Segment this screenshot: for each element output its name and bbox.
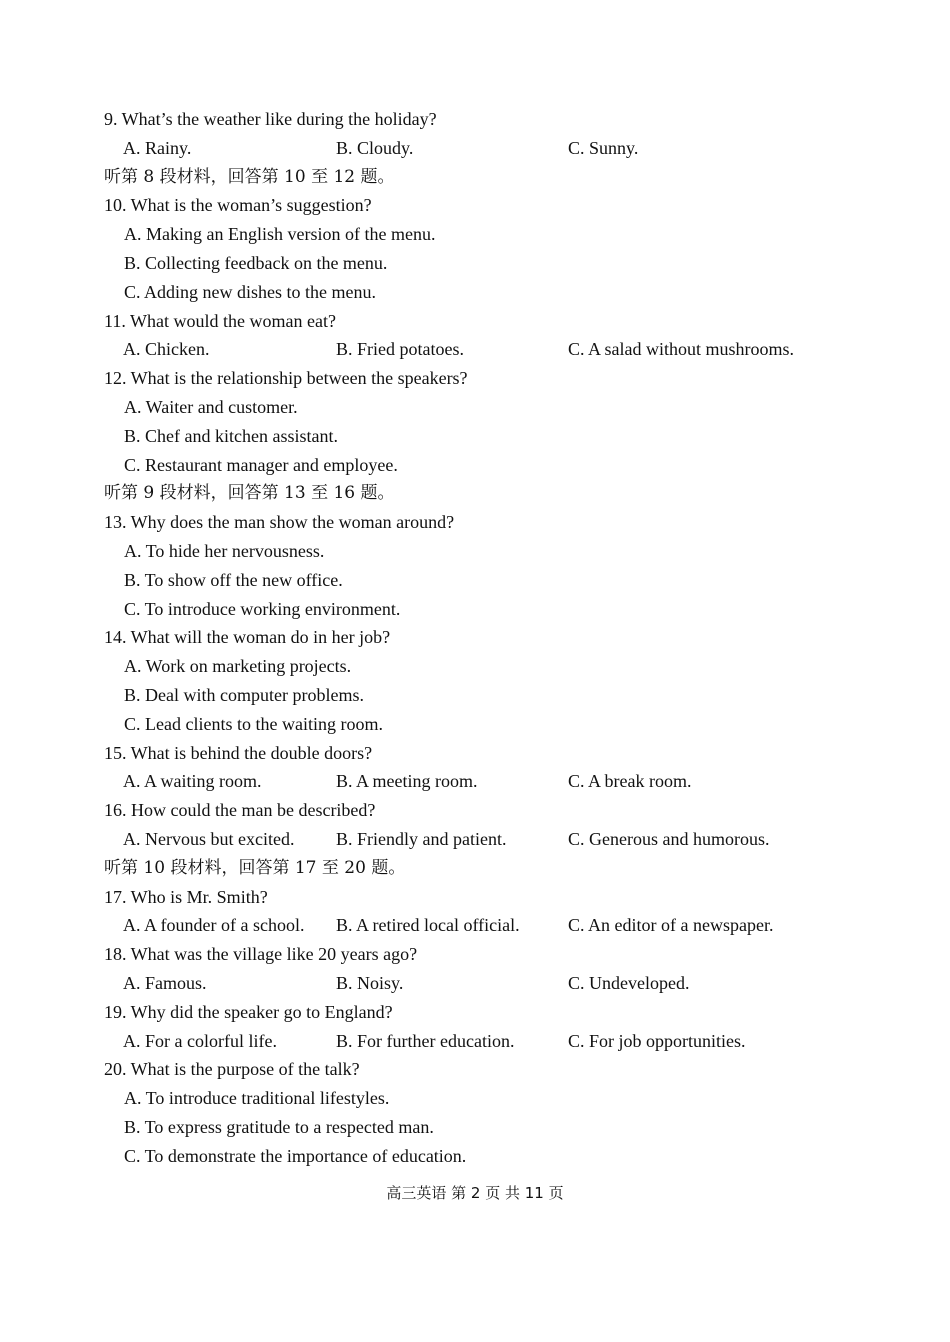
- question-stem: 15. What is behind the double doors?: [104, 742, 373, 763]
- option-b: B. Collecting feedback on the menu.: [124, 252, 388, 273]
- option-c: C. Sunny.: [568, 137, 639, 158]
- section-instruction: 听第 9 段材料，回答第 13 至 16 题。: [104, 483, 395, 504]
- option-b: B. A meeting room.: [336, 771, 478, 792]
- option-row: [104, 1027, 864, 1056]
- option-a: A. To hide her nervousness.: [124, 540, 325, 561]
- option-row: [104, 335, 864, 364]
- option-c: C. Generous and humorous.: [568, 828, 770, 849]
- option-row: [104, 767, 864, 796]
- question-stem: 11. What would the woman eat?: [104, 310, 336, 331]
- question-stem: 9. What’s the weather like during the holiday?: [104, 109, 437, 129]
- option-c: C. A salad without mushrooms.: [568, 339, 795, 360]
- option-b: B. Noisy.: [336, 972, 404, 993]
- option-a: A. Work on marketing projects.: [124, 656, 352, 677]
- option-b: B. Cloudy.: [336, 137, 414, 158]
- option-a: A. Waiter and customer.: [124, 396, 298, 417]
- option-c: C. To introduce working environment.: [124, 598, 401, 619]
- section-instruction: 听第 10 段材料，回答第 17 至 20 题。: [104, 857, 406, 878]
- option-a: A. A founder of a school.: [123, 915, 305, 936]
- question-stem: 12. What is the relationship between the speakers?: [104, 368, 468, 389]
- option-c: C. A break room.: [568, 771, 692, 792]
- option-a: A. To introduce traditional lifestyles.: [124, 1088, 390, 1109]
- option-a: A. Chicken.: [123, 339, 210, 360]
- option-b: B. To express gratitude to a respected man.: [124, 1116, 434, 1137]
- option-b: B. A retired local official.: [336, 915, 520, 936]
- question-stem: 19. Why did the speaker go to England?: [104, 1001, 393, 1022]
- option-b: B. Deal with computer problems.: [124, 684, 364, 705]
- option-c: C. Adding new dishes to the menu.: [124, 281, 376, 302]
- option-c: C. Undeveloped.: [568, 972, 690, 993]
- option-a: A. Nervous but excited.: [123, 828, 295, 849]
- option-b: B. For further education.: [336, 1030, 515, 1051]
- option-a: A. A waiting room.: [123, 771, 262, 792]
- question-stem: 20. What is the purpose of the talk?: [104, 1059, 360, 1080]
- section-instruction: 听第 8 段材料，回答第 10 至 12 题。: [104, 166, 395, 187]
- option-b: B. Friendly and patient.: [336, 828, 507, 849]
- option-a: A. Making an English version of the menu.: [124, 224, 436, 245]
- option-row: [104, 969, 864, 998]
- question-list: [104, 105, 864, 1170]
- option-b: B. To show off the new office.: [124, 569, 343, 590]
- option-c: C. An editor of a newspaper.: [568, 915, 774, 936]
- option-c: C. For job opportunities.: [568, 1030, 746, 1051]
- option-c: C. To demonstrate the importance of education.: [124, 1145, 467, 1166]
- question-stem: 18. What was the village like 20 years ago?: [104, 944, 418, 965]
- option-c: C. Restaurant manager and employee.: [124, 454, 398, 475]
- option-row: [104, 825, 864, 854]
- option-b: B. Fried potatoes.: [336, 339, 464, 360]
- question-stem: 13. Why does the man show the woman around?: [104, 512, 455, 533]
- question-stem: 16. How could the man be described?: [104, 800, 376, 821]
- question-stem: 14. What will the woman do in her job?: [104, 627, 391, 648]
- question-stem: 17. Who is Mr. Smith?: [104, 886, 268, 907]
- question-stem: 10. What is the woman’s suggestion?: [104, 195, 372, 216]
- option-a: A. Famous.: [123, 972, 207, 993]
- option-row: [104, 134, 864, 163]
- option-a: A. For a colorful life.: [123, 1030, 277, 1051]
- option-b: B. Chef and kitchen assistant.: [124, 425, 338, 446]
- option-a: A. Rainy.: [123, 137, 192, 158]
- page-footer: 高三英语 第 2 页 共 11 页: [386, 1184, 564, 1202]
- option-c: C. Lead clients to the waiting room.: [124, 713, 383, 734]
- option-row: [104, 911, 864, 940]
